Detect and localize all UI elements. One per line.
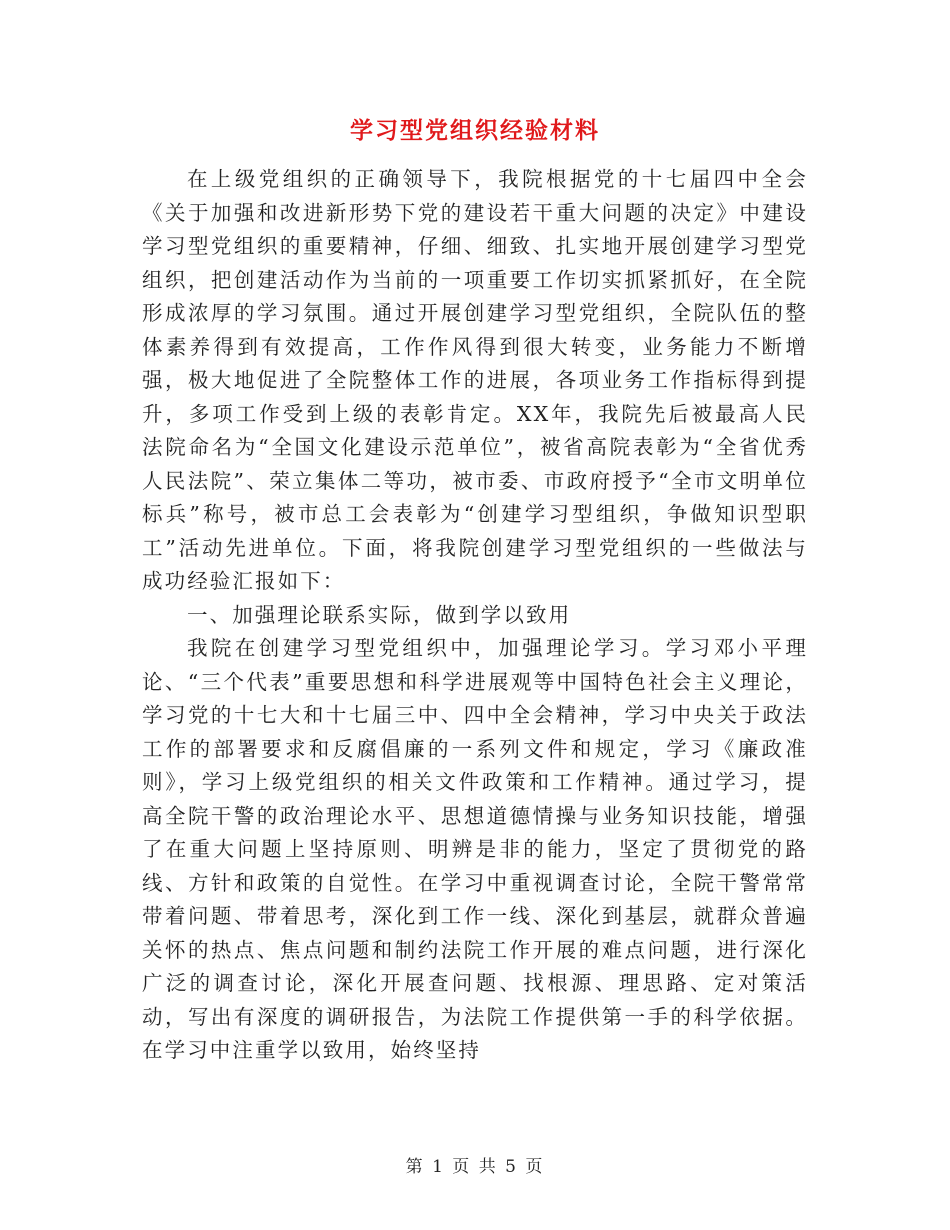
footer-label-page: 第 [405,1157,425,1177]
body-paragraph-section-1: 我院在创建学习型党组织中，加强理论学习。学习邓小平理论、“三个代表”重要思想和科学进展观等中国特色社会主义理论，学习党的十七大和十七届三中、四中全会精神，学习中央关于政法工作的部署要求和反腐倡廉的一系列文件和规定，学习《廉政准则》，学习上级党组织的相关文件政策和工作精神。通过学习，提高全院干警的政治理论水平、思想道德情操与业务知识技能，增强了在重大问题上坚持原则、明辨是非的能力，坚定了贯彻党的路线、方针和政策的自觉性。在学习中重视调查讨论，全院干警常常带着问题、带着思考，深化到工作一线、深化到基层，就群众普遍关怀的热点、焦点问题和制约法院工作开展的难点问题，进行深化广泛的调查讨论，深化开展查问题、找根源、理思路、定对策活动，写出有深度的调研报告，为法院工作提供第一手的科学依据。在学习中注重学以致用，始终坚持 [142,636,808,1062]
body-paragraph-intro: 在上级党组织的正确领导下，我院根据党的十七届四中全会《关于加强和改进新形势下党的建设若干重大问题的决定》中建设学习型党组织的重要精神，仔细、细致、扎实地开展创建学习型党组织，把创建活动作为当前的一项重要工作切实抓紧抓好，在全院形成浓厚的学习氛围。通过开展创建学习型党组织，全院队伍的整体素养得到有效提高，工作作风得到很大转变，业务能力不断增强，极大地促进了全院整体工作的进展，各项业务工作指标得到提升，多项工作受到上级的表彰肯定。XX年，我院先后被最高人民法院命名为“全国文化建设示范单位”，被省高院表彰为“全省优秀人民法院”、荣立集体二等功，被市委、市政府授予“全市文明单位标兵”称号，被市总工会表彰为“创建学习型组织，争做知识型职工”活动先进单位。下面，将我院创建学习型党组织的一些做法与成功经验汇报如下： [142,167,808,593]
page-footer [0,1152,950,1177]
footer-label-of: 页 共 [452,1157,498,1177]
document-title: 学习型党组织经验材料 [350,118,600,144]
footer-current-page: 1 [432,1157,445,1177]
footer-total-pages: 5 [505,1157,518,1177]
document-body [142,163,808,1068]
footer-label-pages: 页 [525,1157,545,1177]
section-heading-1: 一、加强理论联系实际，做到学以致用 [187,602,572,627]
